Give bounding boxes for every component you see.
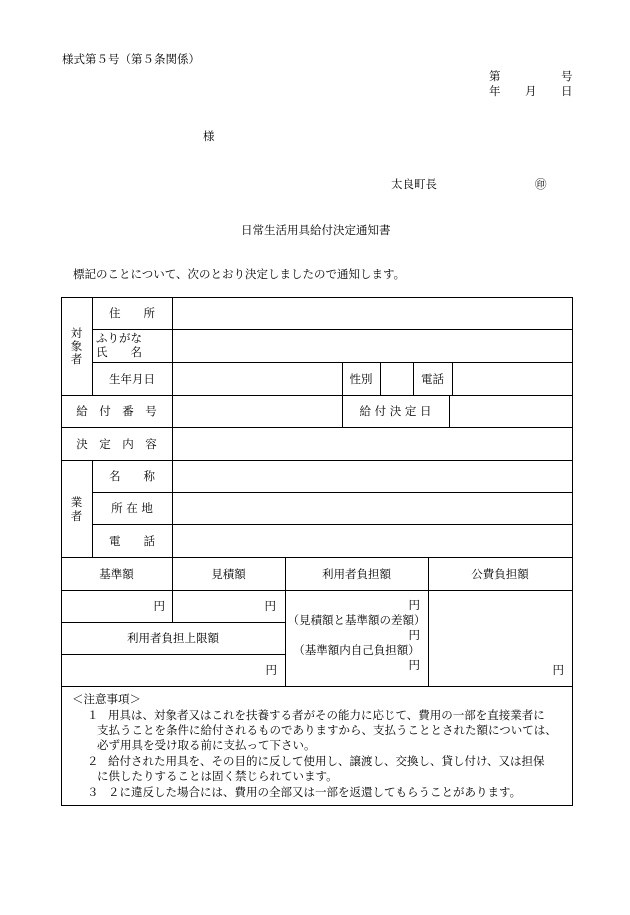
- address-label: 住 所: [109, 306, 155, 320]
- vendor-phone-label: 電 話: [109, 533, 155, 548]
- birthdate-label: 生年月日: [109, 371, 155, 386]
- diff-note: （見積額と基準額の差額）: [287, 613, 426, 627]
- phone-label: 電話: [421, 371, 444, 386]
- intro-text: 標記のことについて、次のとおり決定しましたので通知します。: [73, 267, 406, 281]
- note-2-line-1: 給付された用具を、その目的に反して使用し、譲渡し、交換し、貸し付け、又は担保: [108, 754, 545, 768]
- public-burden-yen: 円: [552, 663, 564, 677]
- note-1-line-3: 必ず用具を受け取る前に支払って下さい。: [97, 738, 316, 752]
- public-burden-header: 公費負担額: [471, 566, 529, 581]
- note-1-number: １: [87, 708, 99, 722]
- vendor-name-label: 名 称: [109, 469, 155, 483]
- note-1-line-1: 用具は、対象者又はこれを扶養する者がその能力に応じて、費用の一部を直接業者に: [108, 708, 545, 722]
- note-3-number: ３: [87, 785, 99, 799]
- estimate-amount-header: 見積額: [211, 566, 246, 581]
- user-burden-cell: 円 （見積額と基準額の差額） 円 （基準額内自己負担額） 円: [285, 598, 428, 673]
- subject-group-label: 対 象 者: [70, 325, 83, 366]
- date-year: 年: [489, 84, 501, 98]
- grant-number-label: 給 付 番 号: [76, 404, 157, 418]
- vendor-location-label: 所 在 地: [111, 501, 153, 515]
- furigana-label: ふりがな: [96, 331, 142, 345]
- vendor-group-label: 業 者: [70, 494, 83, 523]
- upper-limit-yen: 円: [265, 663, 277, 677]
- date-month: 月: [525, 84, 537, 98]
- seal-mark: ㊞: [535, 177, 547, 191]
- upper-limit-label: 利用者負担上限額: [127, 631, 219, 645]
- form-label: 様式第５号（第５条関係）: [62, 52, 200, 66]
- notes-heading: ＜注意事項＞: [72, 692, 141, 706]
- estimate-amount-yen: 円: [264, 599, 276, 613]
- standard-amount-header: 基準額: [99, 566, 134, 581]
- self-note: （基準額内自己負担額）: [293, 643, 420, 657]
- doc-number-prefix: 第: [489, 69, 501, 83]
- note-3-line-1: ２に違反した場合には、費用の全部又は一部を返還してもらうことがあります。: [108, 785, 522, 799]
- note-1-line-2: 支払うことを条件に給付されるものでありますから、支払うこととされた額については、: [97, 723, 557, 737]
- name-label: ふりがな 氏 名: [96, 331, 168, 359]
- gender-label: 性別: [349, 371, 373, 386]
- document-title: 日常生活用具給付決定通知書: [241, 223, 391, 237]
- standard-amount-yen: 円: [153, 599, 165, 613]
- date-day: 日: [561, 84, 573, 98]
- user-burden-header: 利用者負担額: [322, 566, 391, 581]
- addressee-honorific: 様: [203, 129, 215, 143]
- decision-content-label: 決 定 内 容: [76, 436, 157, 451]
- decision-date-label: 給 付 決 定 日: [359, 404, 432, 418]
- doc-number-suffix: 号: [561, 69, 573, 83]
- note-2-line-2: に供したりすることは固く禁じられています。: [97, 769, 338, 783]
- issuer-title: 太良町長: [391, 177, 437, 191]
- note-2-number: ２: [87, 754, 99, 768]
